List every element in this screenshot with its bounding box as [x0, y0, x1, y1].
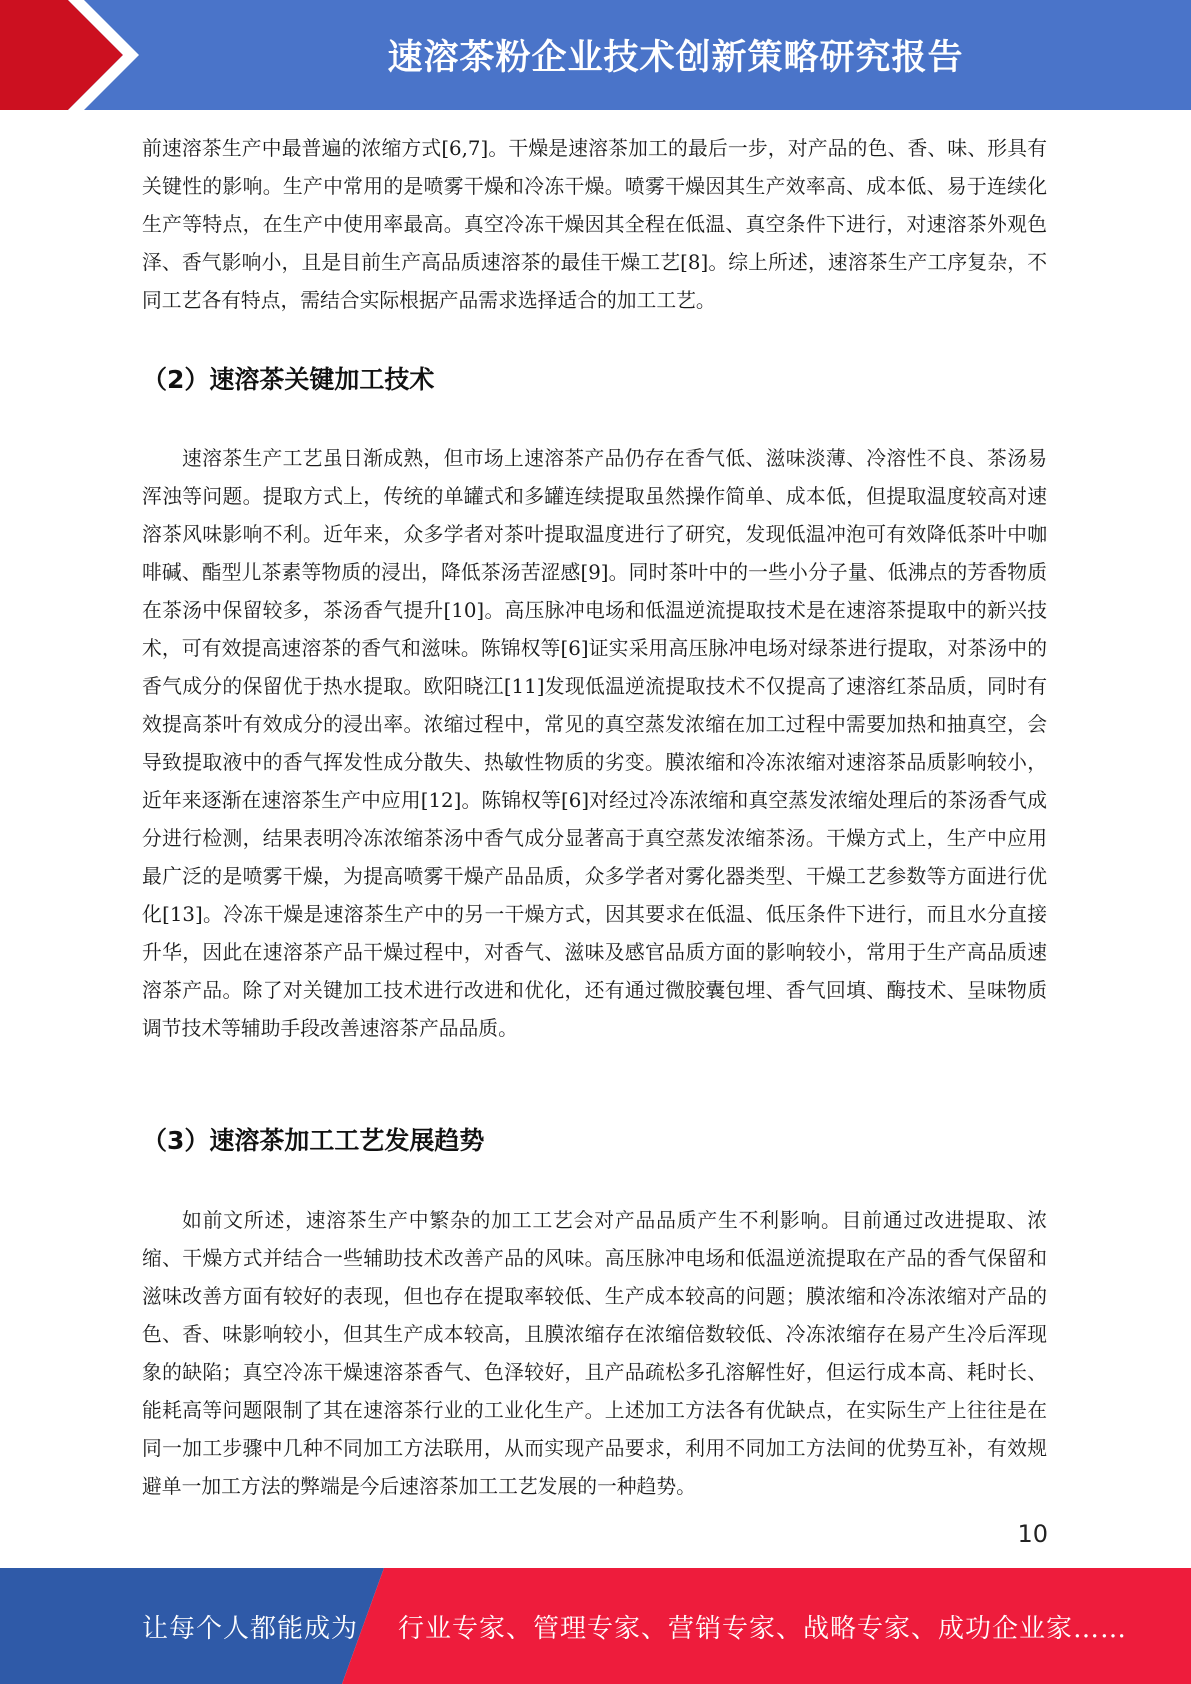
footer-slogan-right: 行业专家、管理专家、营销专家、战略专家、成功企业家……	[398, 1613, 1128, 1644]
footer-slogan-left: 让每个人都能成为	[142, 1613, 359, 1644]
intro-block	[142, 130, 1047, 320]
section-2-heading: （2）速溶茶关键加工技术	[142, 365, 435, 394]
page-header	[0, 0, 1191, 110]
section-2-block	[142, 440, 1047, 1048]
report-title: 速溶茶粉企业技术创新策略研究报告	[387, 38, 964, 78]
intro-paragraph: 前速溶茶生产中最普遍的浓缩方式[6,7]。干燥是速溶茶加工的最后一步，对产品的色、香、味、形具有关键性的影响。生产中常用的是喷雾干燥和冷冻干燥。喷雾干燥因其生产效率高、成本低、易于连续化生产等特点，在生产中使用率最高。真空冷冻干燥因其全程在低温、真空条件下进行，对速溶茶外观色泽、香气影响小，且是目前生产高品质速溶茶的最佳干燥工艺[8]。综上所述，速溶茶生产工序复杂，不同工艺各有特点，需结合实际根据产品需求选择适合的加工工艺。	[142, 137, 1047, 312]
page-number: 10	[1017, 1520, 1048, 1548]
section-3-paragraph: 如前文所述，速溶茶生产中繁杂的加工工艺会对产品品质产生不利影响。目前通过改进提取、浓缩、干燥方式并结合一些辅助技术改善产品的风味。高压脉冲电场和低温逆流提取在产品的香气保留和滋味改善方面有较好的表现，但也存在提取率较低、生产成本较高的问题；膜浓缩和冷冻浓缩对产品的色、香、味影响较小，但其生产成本较高，且膜浓缩存在浓缩倍数较低、冷冻浓缩存在易产生冷后浑现象的缺陷；真空冷冻干燥速溶茶香气、色泽较好，且产品疏松多孔溶解性好，但运行成本高、耗时长、能耗高等问题限制了其在速溶茶行业的工业化生产。上述加工方法各有优缺点，在实际生产上往往是在同一加工步骤中几种不同加工方法联用，从而实现产品要求，利用不同加工方法间的优势互补，有效规避单一加工方法的弊端是今后速溶茶加工工艺发展的一种趋势。	[142, 1209, 1047, 1498]
header-arrow-decoration	[0, 0, 160, 110]
section-2-paragraph: 速溶茶生产工艺虽日渐成熟，但市场上速溶茶产品仍存在香气低、滋味淡薄、冷溶性不良、茶汤易浑浊等问题。提取方式上，传统的单罐式和多罐连续提取虽然操作简单、成本低，但提取温度较高对速溶茶风味影响不利。近年来，众多学者对茶叶提取温度进行了研究，发现低温冲泡可有效降低茶叶中咖啡碱、酯型儿茶素等物质的浸出，降低茶汤苦涩感[9]。同时茶叶中的一些小分子量、低沸点的芳香物质在茶汤中保留较多，茶汤香气提升[10]。高压脉冲电场和低温逆流提取技术是在速溶茶提取中的新兴技术，可有效提高速溶茶的香气和滋味。陈锦权等[6]证实采用高压脉冲电场对绿茶进行提取，对茶汤中的香气成分的保留优于热水提取。欧阳晓江[11]发现低温逆流提取技术不仅提高了速溶红茶品质，同时有效提高茶叶有效成分的浸出率。浓缩过程中，常见的真空蒸发浓缩在加工过程中需要加热和抽真空，会导致提取液中的香气挥发性成分散失、热敏性物质的劣变。膜浓缩和冷冻浓缩对速溶茶品质影响较小，近年来逐渐在速溶茶生产中应用[12]。陈锦权等[6]对经过冷冻浓缩和真空蒸发浓缩处理后的茶汤香气成分进行检测，结果表明冷冻浓缩茶汤中香气成分显著高于真空蒸发浓缩茶汤。干燥方式上，生产中应用最广泛的是喷雾干燥，为提高喷雾干燥产品品质，众多学者对雾化器类型、干燥工艺参数等方面进行优化[13]。冷冻干燥是速溶茶生产中的另一干燥方式，因其要求在低温、低压条件下进行，而且水分直接升华，因此在速溶茶产品干燥过程中，对香气、滋味及感官品质方面的影响较小，常用于生产高品质速溶茶产品。除了对关键加工技术进行改进和优化，还有通过微胶囊包埋、香气回填、酶技术、呈味物质调节技术等辅助手段改善速溶茶产品品质。	[142, 447, 1047, 1040]
section-3-heading: （3）速溶茶加工工艺发展趋势	[142, 1126, 485, 1155]
page-footer	[0, 1568, 1191, 1684]
section-3-block	[142, 1202, 1047, 1506]
